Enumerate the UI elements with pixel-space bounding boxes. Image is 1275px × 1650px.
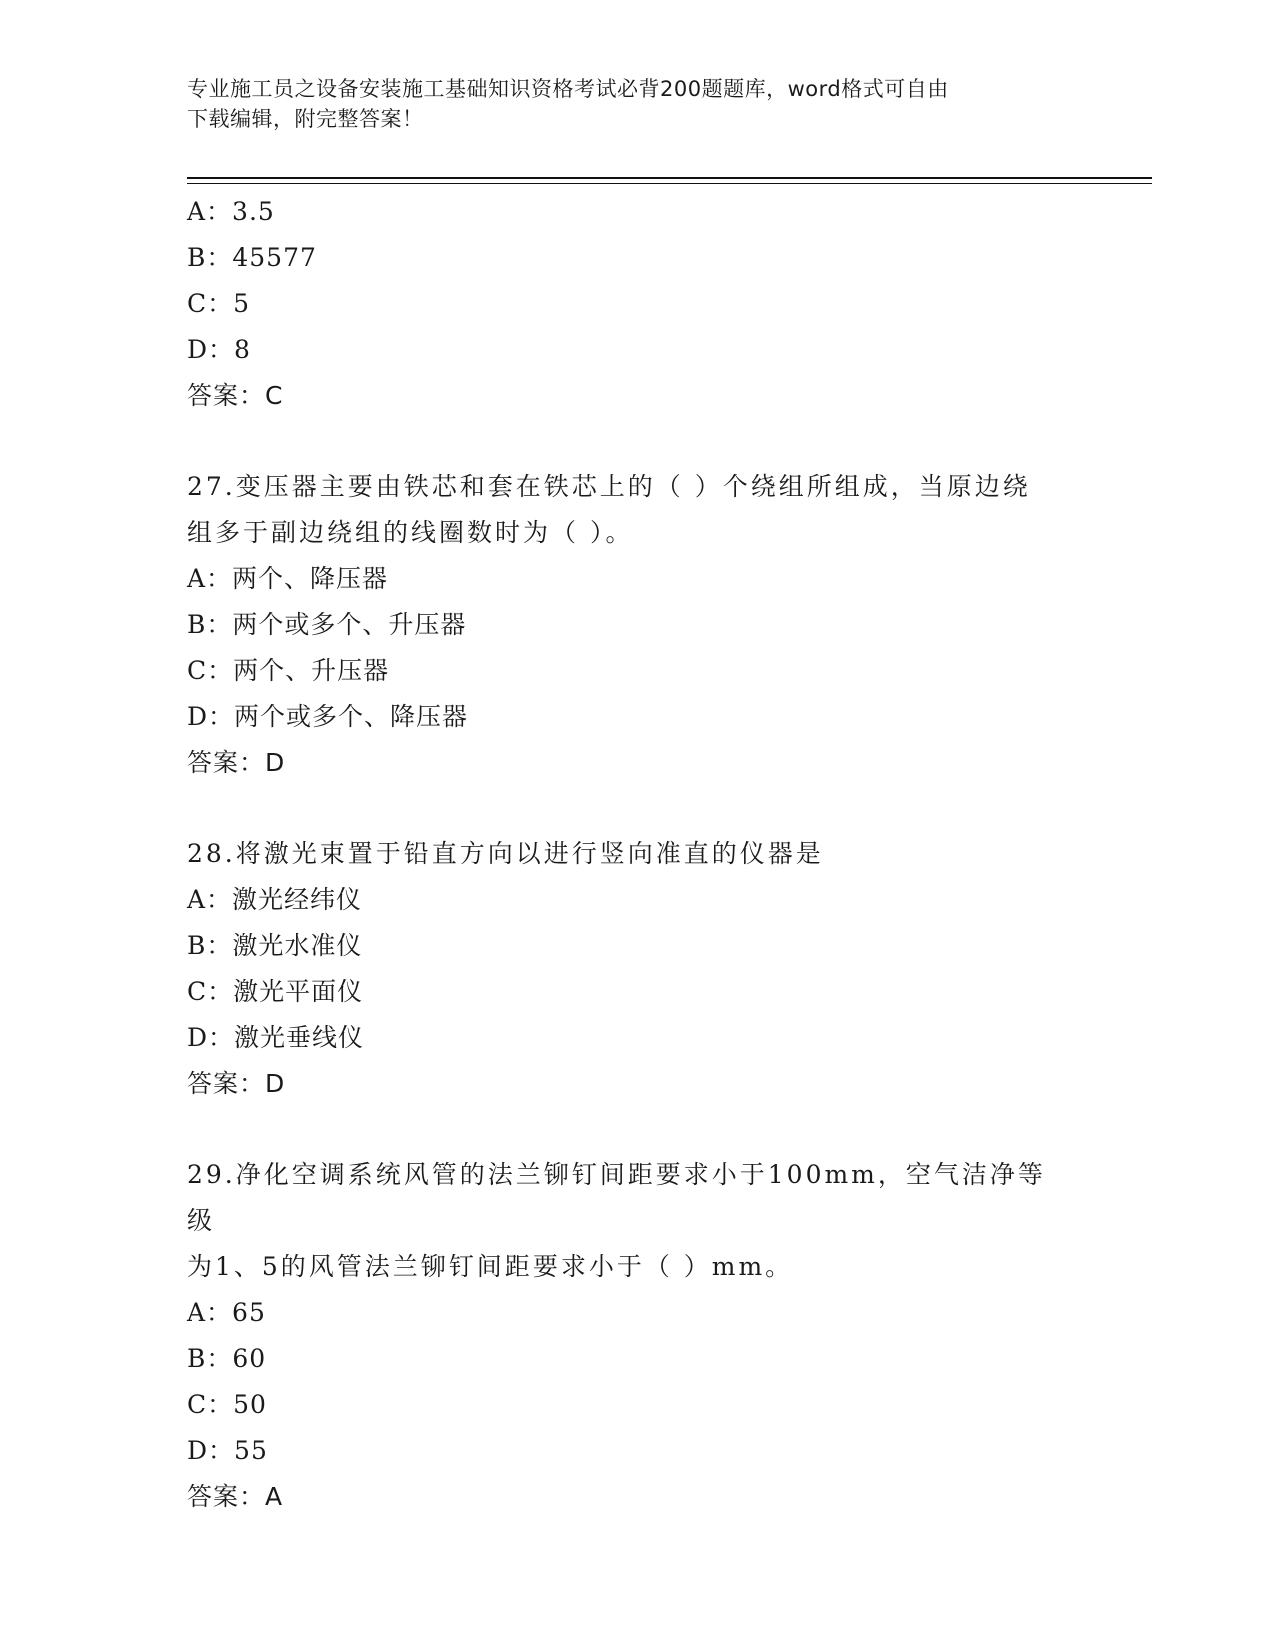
option-b: B：两个或多个、升压器 — [187, 610, 467, 639]
option-d: D：8 — [187, 335, 251, 364]
spacer — [187, 419, 1067, 464]
option-d: D：激光垂线仪 — [187, 1023, 365, 1052]
question-stem-line: 27.变压器主要由铁芯和套在铁芯上的（ ）个绕组所组成，当原边绕 — [187, 472, 1031, 501]
question-block-28 — [187, 831, 1067, 1107]
question-block-prev — [187, 189, 1067, 419]
option-a: A：3.5 — [187, 197, 275, 226]
question-block-27 — [187, 464, 1067, 786]
option-c: C：50 — [187, 1390, 267, 1419]
option-a: A：激光经纬仪 — [187, 885, 363, 914]
answer-line: 答案：D — [187, 1069, 286, 1098]
spacer — [187, 1107, 1067, 1152]
question-stem-line: 组多于副边绕组的线圈数时为（ ）。 — [187, 518, 634, 547]
answer-line: 答案：A — [187, 1482, 284, 1511]
option-d: D：两个或多个、降压器 — [187, 702, 469, 731]
option-c: C：激光平面仪 — [187, 977, 364, 1006]
question-stem-line: 为1、5的风管法兰铆钉间距要求小于（ ）mm。 — [187, 1252, 794, 1281]
header-divider-thin — [187, 183, 1152, 184]
spacer — [187, 786, 1067, 831]
header-divider-thick — [187, 177, 1152, 179]
question-block-29 — [187, 1152, 1067, 1520]
question-stem-line: 29.净化空调系统风管的法兰铆钉间距要求小于100mm，空气洁净等级 — [187, 1160, 1046, 1235]
option-b: B：激光水准仪 — [187, 931, 363, 960]
answer-line: 答案：C — [187, 381, 284, 410]
option-c: C：5 — [187, 289, 251, 318]
header-line-2: 下载编辑，附完整答案！ — [187, 107, 424, 131]
option-b: B：45577 — [187, 243, 317, 272]
answer-line: 答案：D — [187, 748, 286, 777]
question-stem-line: 28.将激光束置于铅直方向以进行竖向准直的仪器是 — [187, 839, 824, 868]
header-line-1: 专业施工员之设备安装施工基础知识资格考试必背200题题库，word格式可自由 — [187, 77, 949, 101]
option-d: D：55 — [187, 1436, 268, 1465]
option-a: A：65 — [187, 1298, 266, 1327]
option-a: A：两个、降压器 — [187, 564, 389, 593]
question-list — [187, 189, 1067, 1520]
option-c: C：两个、升压器 — [187, 656, 390, 685]
option-b: B：60 — [187, 1344, 267, 1373]
document-header — [187, 74, 1067, 134]
